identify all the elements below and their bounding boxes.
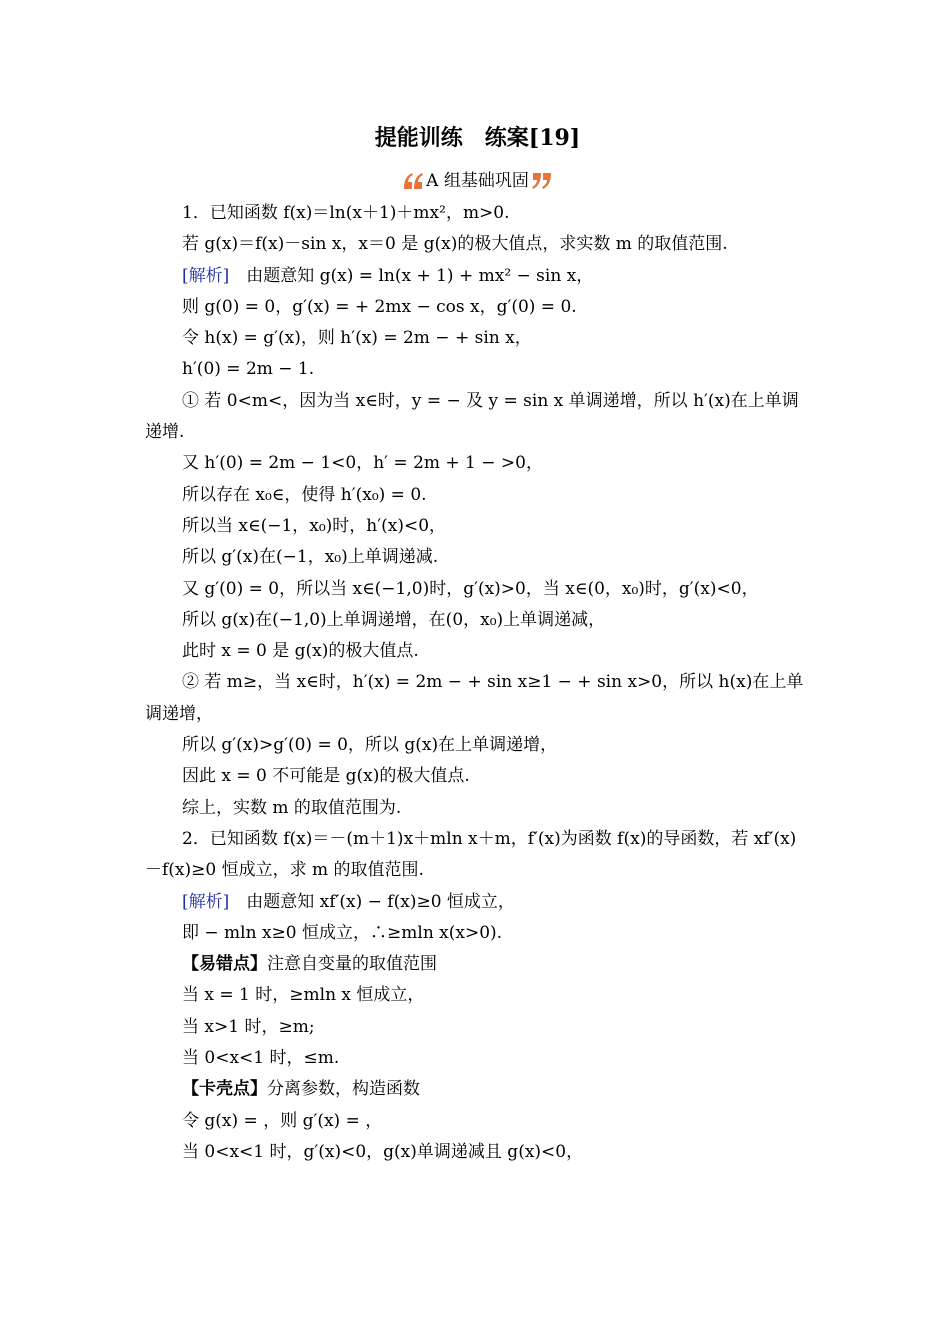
open-quote-icon (402, 171, 424, 191)
solution-line: 当 0<x<1 时，g′(x)<0，g(x)单调递减且 g(x)<0， (182, 1141, 584, 1162)
solution-line: 所以 g′(x)在(−1，x₀)上单调递减. (182, 547, 439, 568)
section-heading (145, 166, 810, 196)
solution-line: 所以 g′(x)>g′(0) = 0，所以 g(x)在上单调递增， (182, 735, 558, 756)
solution-line: ② 若 m≥，当 x∈时，h′(x) = 2m − + sin x≥1 − + sin x>0，所以 h(x)在上单调递增， (145, 672, 804, 724)
document-page (145, 120, 810, 1168)
solution-line: h′(0) = 2m − 1. (182, 359, 315, 380)
solution-line: 所以当 x∈(−1，x₀)时，h′(x)<0， (182, 515, 447, 536)
problem-1: 1．已知函数 f(x)＝ln(x＋1)＋mx²，m>0. (182, 203, 510, 223)
solution-line: 当 0<x<1 时，≤m. (182, 1048, 340, 1069)
solution-line: [解析] 由题意知 g(x) = ln(x + 1) + mx² − sin x， (182, 265, 594, 286)
solution-line: 即 − mln x≥0 恒成立，∴≥mln x(x>0). (182, 922, 503, 943)
solution-line: ① 若 0<m<，因为当 x∈时，y = − 及 y = sin x 单调递增，所以 h′(x)在上单调递增. (145, 390, 799, 443)
solution-line: 所以 g(x)在(−1,0)上单调递增，在(0，x₀)上单调递减， (182, 609, 606, 630)
solution-line: 令 h(x) = g′(x)，则 h′(x) = 2m − + sin x， (182, 328, 532, 349)
jiexi-tag: [解析] (182, 265, 230, 286)
problem-2: 2．已知函数 f(x)＝－(m＋1)x＋mln x＋m，f′(x)为函数 f(x)的导函数，若 xf′(x)－f(x)≥0 恒成立，求 m 的取值范围. (145, 828, 797, 881)
solution-line: 又 g′(0) = 0，所以当 x∈(−1,0)时，g′(x)>0，当 x∈(0，x₀)时，g′(x)<0， (182, 578, 759, 599)
solution-line: [解析] 由题意知 xf′(x) − f(x)≥0 恒成立， (182, 891, 515, 912)
solution-line: 又 h′(0) = 2m − 1<0，h′ = 2m + 1 − >0， (182, 453, 543, 474)
solution-line: 所以存在 x₀∈，使得 h′(x₀) = 0. (182, 484, 427, 505)
close-quote-icon (531, 171, 553, 191)
solution-line: 当 x>1 时，≥m; (182, 1016, 315, 1037)
solution-line: 令 g(x) = ，则 g′(x) = ， (182, 1110, 383, 1131)
solution-line: 【易错点】注意自变量的取值范围 (182, 954, 437, 975)
solution-line: 此时 x = 0 是 g(x)的极大值点. (182, 641, 419, 662)
kake-tag: 【卡壳点】 (182, 1079, 267, 1100)
jiexi-tag: [解析] (182, 891, 230, 912)
solution-line: 【卡壳点】分离参数，构造函数 (182, 1079, 420, 1100)
yicuo-tag: 【易错点】 (182, 954, 267, 975)
page-title: 提能训练 练案[19] (374, 125, 581, 151)
problem-1-question: 若 g(x)＝f(x)－sin x，x＝0 是 g(x)的极大值点，求实数 m 的取值范围. (182, 234, 728, 255)
solution-line: 则 g(0) = 0，g′(x) = + 2mx − cos x，g′(0) = 0. (182, 296, 577, 317)
section-label: A 组基础巩固 (426, 171, 529, 191)
solution-line: 当 x = 1 时，≥mln x 恒成立， (182, 985, 425, 1006)
solution-line: 综上，实数 m 的取值范围为. (182, 797, 402, 818)
solution-line: 因此 x = 0 不可能是 g(x)的极大值点. (182, 766, 470, 787)
